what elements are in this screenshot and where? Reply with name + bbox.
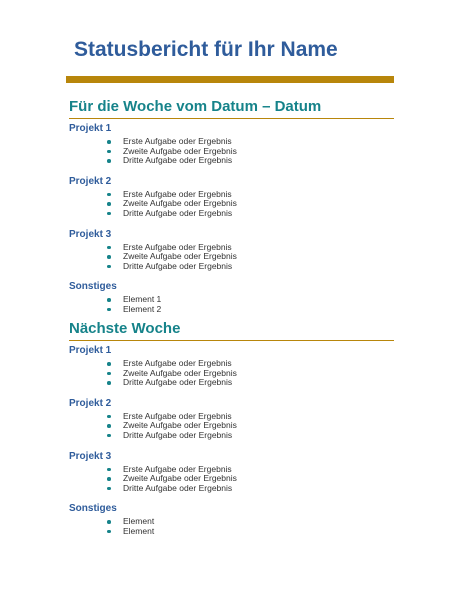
list-item: [107, 527, 394, 537]
section-heading: Nächste Woche: [69, 320, 394, 341]
bullet-icon: [107, 308, 111, 312]
group-heading: Projekt 2: [69, 175, 112, 187]
list-item-text: Dritte Aufgabe oder Ergebnis: [123, 207, 233, 218]
group-projekt-1: [69, 123, 394, 166]
task-list: [69, 243, 394, 272]
list-item-text: Zweite Aufgabe oder Ergebnis: [123, 198, 237, 209]
list-item-text: Zweite Aufgabe oder Ergebnis: [123, 251, 237, 262]
section-heading: Für die Woche vom Datum – Datum: [69, 98, 394, 119]
list-item-text: Element 2: [123, 303, 162, 314]
task-list: [69, 465, 394, 494]
bullet-icon: [107, 193, 111, 197]
bullet-icon: [107, 159, 111, 163]
task-list: [69, 412, 394, 441]
list-item-text: Erste Aufgabe oder Ergebnis: [123, 463, 232, 474]
group-heading: Projekt 1: [69, 345, 112, 356]
list-item-text: Erste Aufgabe oder Ergebnis: [123, 410, 232, 421]
list-item-text: Dritte Aufgabe oder Ergebnis: [123, 260, 233, 271]
list-item-text: Zweite Aufgabe oder Ergebnis: [123, 367, 237, 378]
bullet-icon: [107, 372, 111, 376]
bullet-icon: [107, 362, 111, 366]
list-item-text: Element 1: [123, 294, 162, 305]
list-item: [107, 262, 394, 272]
title-accent-bar: [66, 76, 394, 83]
task-list: [69, 190, 394, 219]
group-heading: Projekt 3: [69, 450, 112, 462]
group-heading: Projekt 1: [69, 123, 112, 134]
group-projekt-2: [69, 176, 394, 219]
bullet-icon: [107, 212, 111, 216]
group-projekt-2: [69, 398, 394, 441]
group-sonstiges: [69, 503, 394, 536]
group-sonstiges: [69, 281, 394, 314]
bullet-icon: [107, 265, 111, 269]
group-heading: Sonstiges: [69, 281, 117, 293]
bullet-icon: [107, 381, 111, 385]
bullet-icon: [107, 246, 111, 250]
task-list: [69, 137, 394, 166]
bullet-icon: [107, 255, 111, 259]
list-item: [107, 378, 394, 388]
section-this-week: [69, 98, 394, 315]
group-heading: Projekt 3: [69, 228, 112, 240]
bullet-icon: [107, 468, 111, 472]
group-projekt-3: [69, 229, 394, 272]
list-item-text: Zweite Aufgabe oder Ergebnis: [123, 145, 237, 156]
list-item-text: Erste Aufgabe oder Ergebnis: [123, 136, 232, 146]
bullet-icon: [107, 434, 111, 438]
list-item: [107, 305, 394, 315]
bullet-icon: [107, 424, 111, 428]
list-item-text: Zweite Aufgabe oder Ergebnis: [123, 420, 237, 431]
group-heading: Projekt 2: [69, 397, 112, 409]
list-item-text: Erste Aufgabe oder Ergebnis: [123, 188, 232, 199]
list-item-text: Dritte Aufgabe oder Ergebnis: [123, 155, 233, 166]
list-item-text: Element: [123, 516, 155, 527]
bullet-icon: [107, 487, 111, 491]
list-item-text: Zweite Aufgabe oder Ergebnis: [123, 473, 237, 484]
bullet-icon: [107, 415, 111, 419]
bullet-icon: [107, 530, 111, 534]
bullet-icon: [107, 140, 111, 144]
list-item: [107, 156, 394, 166]
bullet-icon: [107, 298, 111, 302]
task-list: [69, 359, 394, 388]
list-item: [107, 209, 394, 219]
list-item: [107, 484, 394, 494]
list-item-text: Element: [123, 525, 155, 536]
group-projekt-1: [69, 345, 394, 388]
list-item: [107, 431, 394, 441]
bullet-icon: [107, 202, 111, 206]
task-list: [69, 517, 394, 536]
section-next-week: [69, 320, 394, 537]
bullet-icon: [107, 477, 111, 481]
list-item-text: Dritte Aufgabe oder Ergebnis: [123, 429, 233, 440]
group-projekt-3: [69, 451, 394, 494]
list-item-text: Erste Aufgabe oder Ergebnis: [123, 358, 232, 368]
bullet-icon: [107, 150, 111, 154]
list-item-text: Dritte Aufgabe oder Ergebnis: [123, 377, 233, 388]
list-item-text: Erste Aufgabe oder Ergebnis: [123, 241, 232, 252]
group-heading: Sonstiges: [69, 503, 117, 515]
bullet-icon: [107, 520, 111, 524]
document-title: Statusbericht für Ihr Name: [74, 38, 338, 61]
list-item-text: Dritte Aufgabe oder Ergebnis: [123, 482, 233, 493]
task-list: [69, 295, 394, 314]
